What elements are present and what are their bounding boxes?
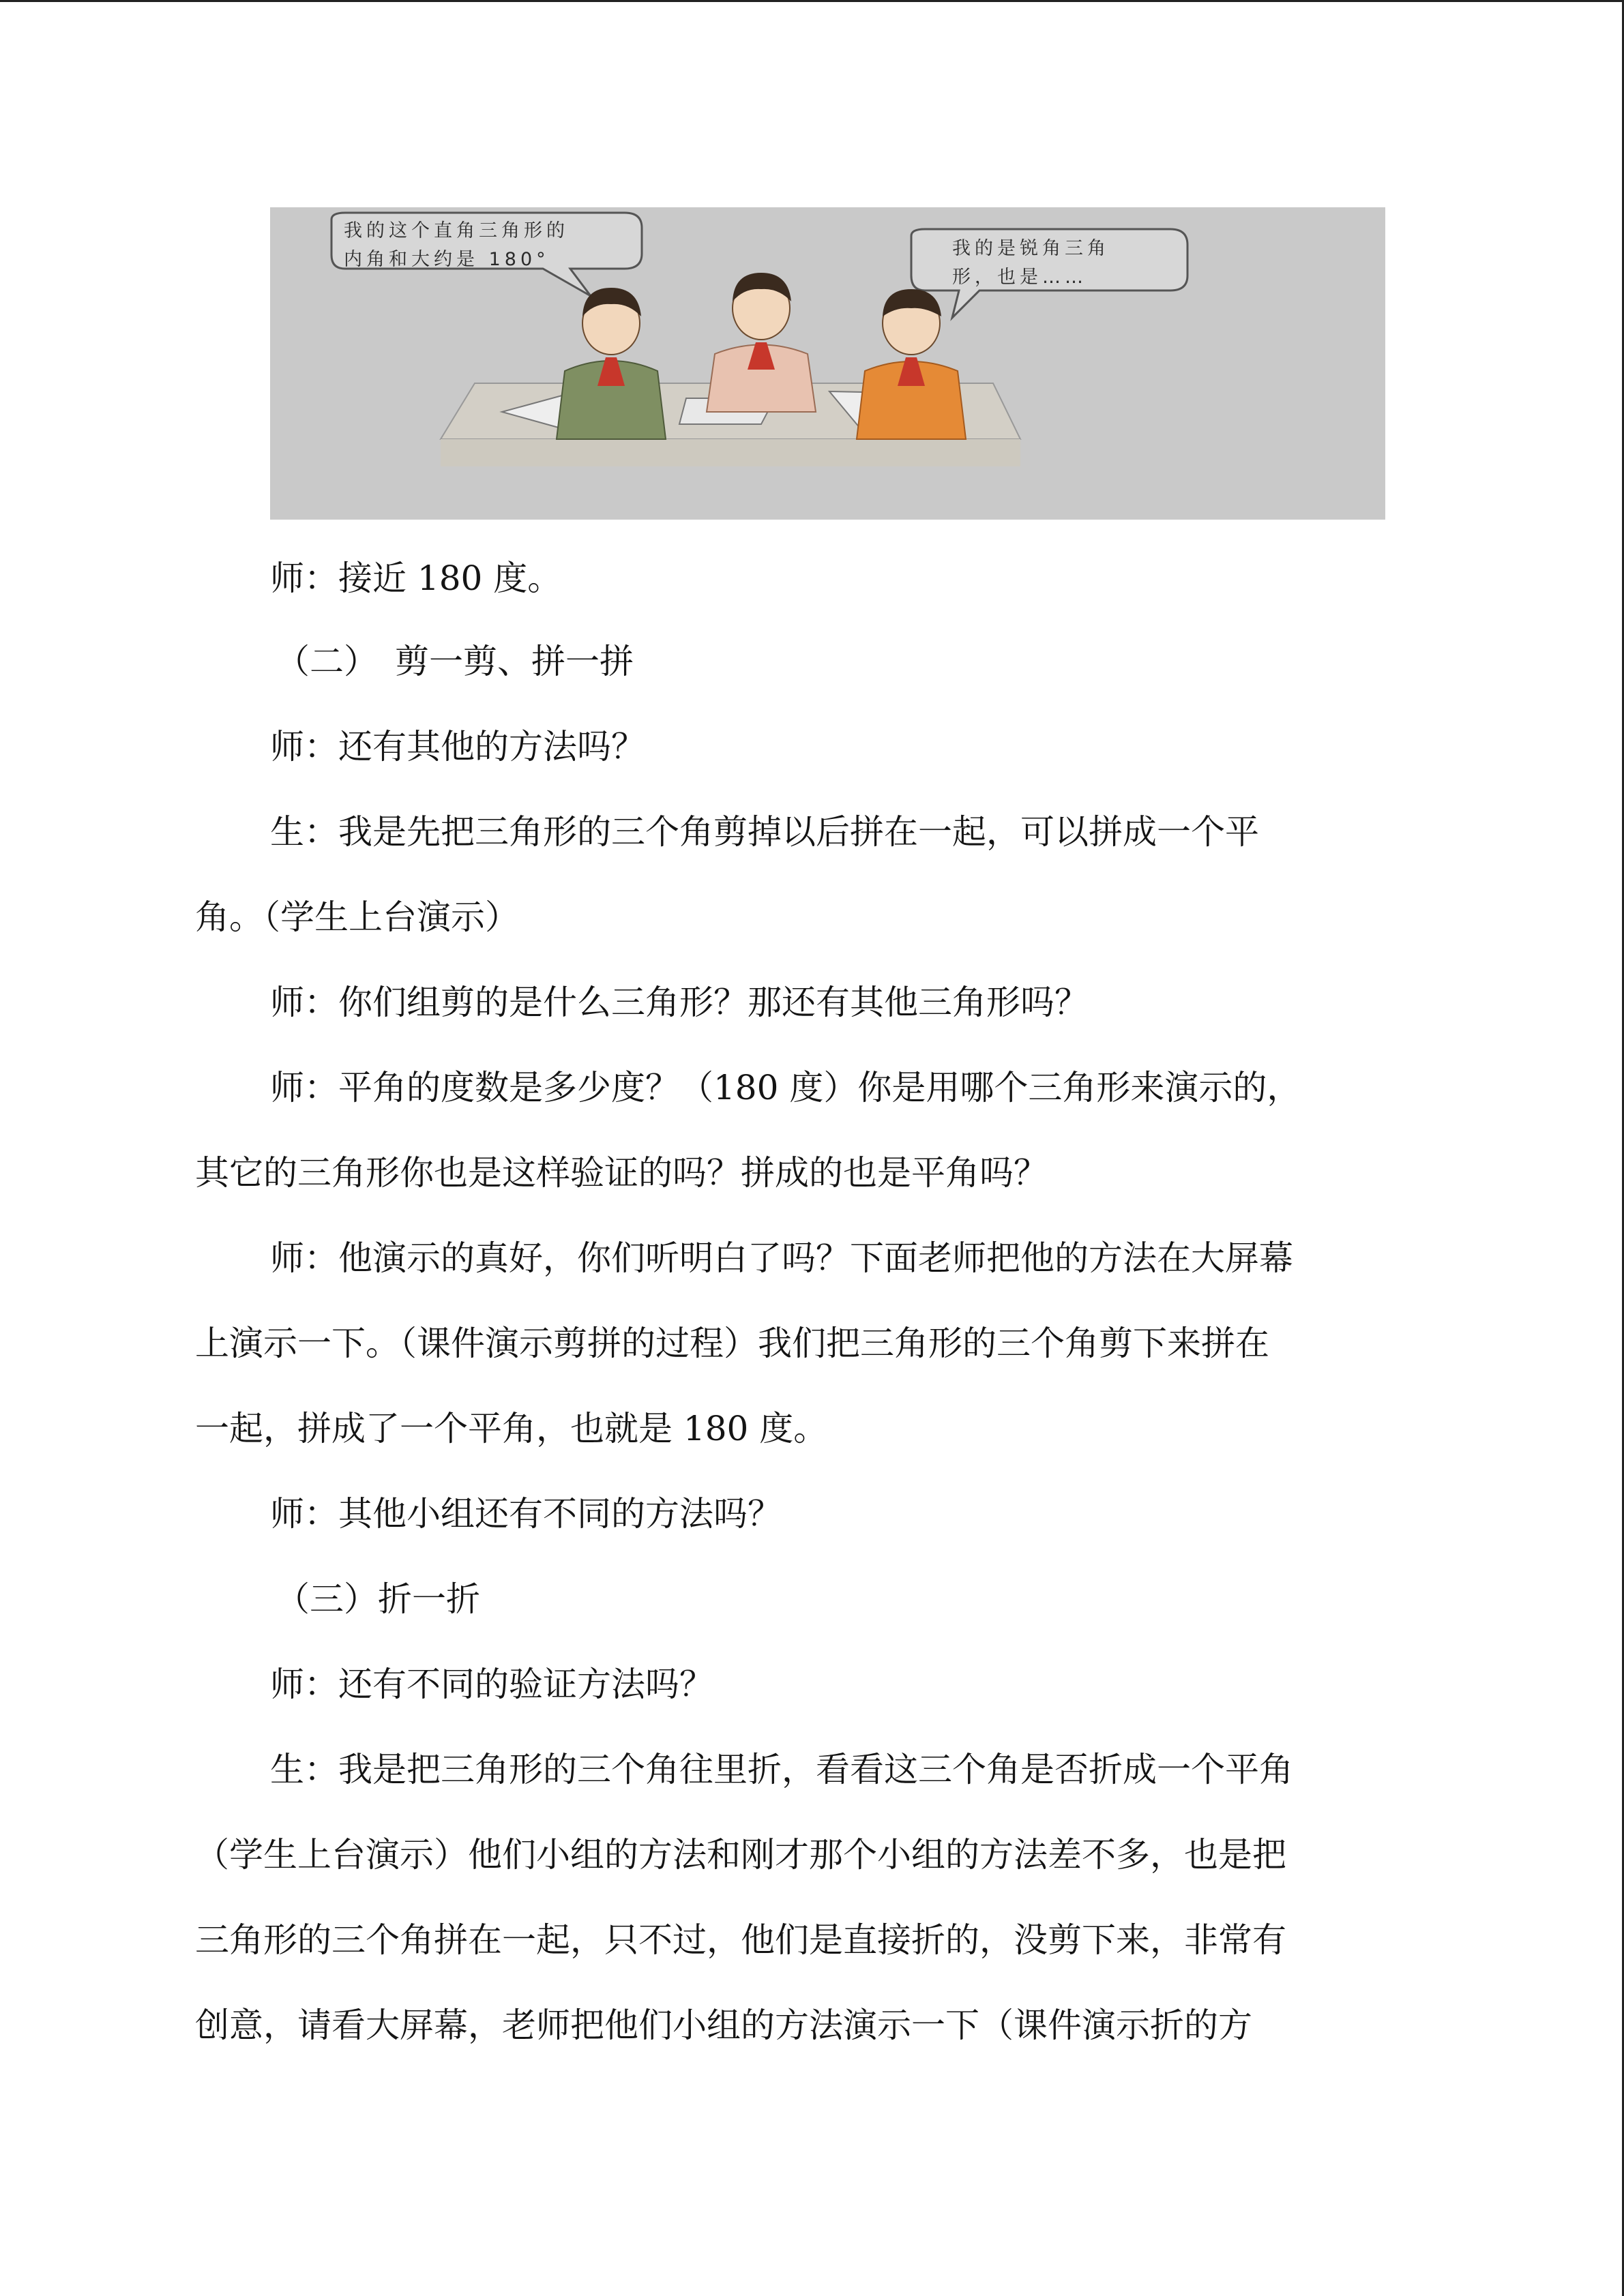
paragraph-line: 生：我是把三角形的三个角往里折，看看这三个角是否折成一个平角 [270, 1750, 1293, 1789]
paragraph-line: 师：其他小组还有不同的方法吗？ [270, 1494, 782, 1534]
paragraph-line: 师：你们组剪的是什么三角形？那还有其他三角形吗？ [270, 983, 1089, 1022]
paragraph-line: 一起，拼成了一个平角，也就是 180 度。 [195, 1409, 828, 1448]
paragraph-line: 师：他演示的真好，你们听明白了吗？下面老师把他的方法在大屏幕 [270, 1238, 1293, 1278]
paragraph-line: 师：还有不同的验证方法吗？ [270, 1665, 713, 1704]
paragraph-line: 三角形的三个角拼在一起，只不过，他们是直接折的，没剪下来，非常有 [195, 1920, 1286, 1960]
speech-bubble-left-line: 我的这个直角三角形的 [344, 220, 569, 241]
paragraph-line: 角。（学生上台演示） [195, 897, 519, 937]
speech-bubble-right-text [952, 235, 1177, 292]
girl-left-figure [557, 288, 666, 439]
paragraph-line: 其它的三角形你也是这样验证的吗？拼成的也是平角吗？ [195, 1153, 1048, 1193]
section-heading: （二） 剪一剪、拼一拼 [276, 642, 634, 681]
paragraph-line: 生：我是先把三角形的三个角剪掉以后拼在一起，可以拼成一个平 [270, 812, 1259, 852]
paragraph-line: 师：平角的度数是多少度？（180 度）你是用哪个三角形来演示的， [270, 1068, 1301, 1107]
paragraph-line: 师：接近 180 度。 [270, 558, 562, 598]
table-front [441, 439, 1020, 466]
textbook-illustration [270, 207, 1385, 520]
speech-bubble-left-text [344, 217, 630, 274]
girl-middle-figure [707, 273, 816, 412]
boy-right-figure [857, 289, 966, 439]
speech-bubble-right-line: 我的是锐角三角 [952, 238, 1110, 259]
paragraph-line: 上演示一下。（课件演示剪拼的过程）我们把三角形的三个角剪下来拼在 [195, 1324, 1269, 1363]
paragraph-line: （学生上台演示）他们小组的方法和刚才那个小组的方法差不多，也是把 [195, 1835, 1286, 1875]
speech-bubble-right-line: 形，也是…… [952, 267, 1087, 288]
speech-bubble-left-line: 内角和大约是 180° [344, 249, 550, 270]
page-border-top [0, 0, 1624, 2]
paragraph-line: 创意，请看大屏幕，老师把他们小组的方法演示一下（课件演示折的方 [195, 2006, 1252, 2045]
section-heading: （三）折一折 [276, 1579, 480, 1619]
paragraph-line: 师：还有其他的方法吗？ [270, 727, 645, 766]
